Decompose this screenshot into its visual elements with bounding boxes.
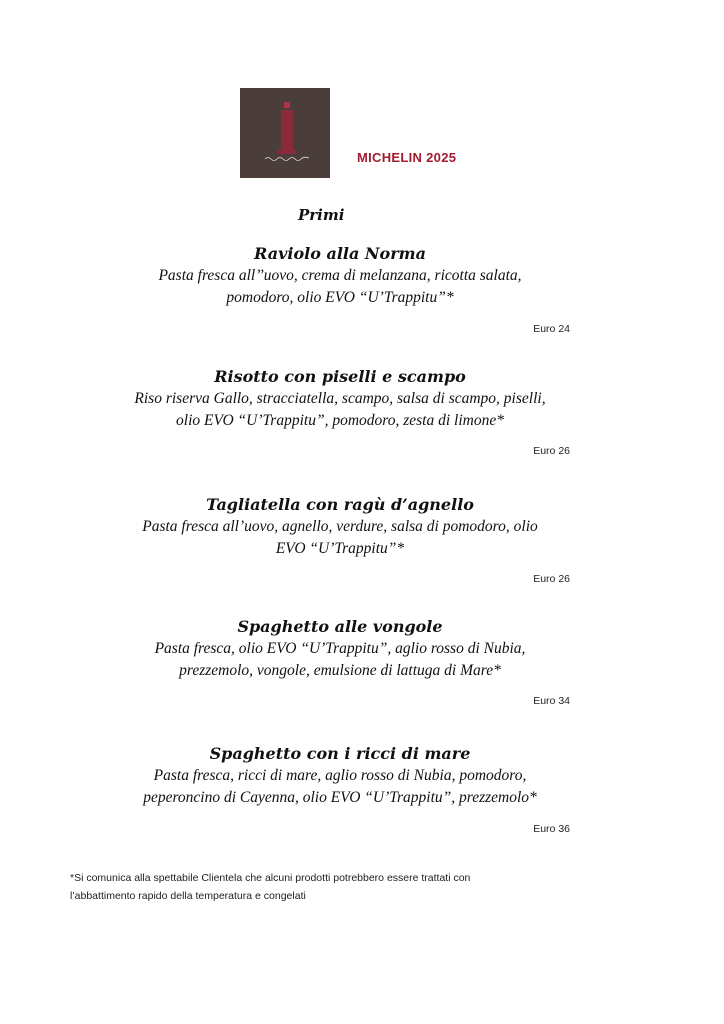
footnote bbox=[70, 869, 590, 905]
dish-description-line: Pasta fresca, ricci di mare, aglio rosso di Nubia, pomodoro, bbox=[153, 767, 527, 784]
footnote-line: l’abbattimento rapido della temperatura e congelati bbox=[70, 890, 306, 902]
dish-description-line: EVO “U’Trappitu”* bbox=[275, 540, 405, 557]
dish-price: Euro 26 bbox=[533, 445, 570, 457]
restaurant-logo bbox=[240, 88, 330, 178]
dish-name: Spaghetto con i ricci di mare bbox=[209, 744, 471, 763]
dish-description-line: Pasta fresca all’’uovo, crema di melanzana, ricotta salata, bbox=[158, 267, 522, 284]
dish-description-line: Pasta fresca, olio EVO “U’Trappitu”, aglio rosso di Nubia, bbox=[154, 640, 526, 657]
michelin-label: MICHELIN 2025 bbox=[357, 150, 457, 165]
section-title: Primi bbox=[298, 206, 345, 224]
dish-price: Euro 24 bbox=[533, 323, 570, 335]
dish-description-line: Pasta fresca all’uovo, agnello, verdure, salsa di pomodoro, olio bbox=[142, 518, 538, 535]
dish-name: Raviolo alla Norma bbox=[254, 244, 426, 263]
dish-description-line: Riso riserva Gallo, stracciatella, scampo, salsa di scampo, piselli, bbox=[134, 390, 546, 407]
dish-name: Spaghetto alle vongole bbox=[237, 617, 443, 636]
dish-item bbox=[100, 366, 580, 432]
dish-description-line: prezzemolo, vongole, emulsione di lattuga di Mare* bbox=[179, 662, 501, 679]
dish-description-line: peperoncino di Cayenna, olio EVO “U’Trappitu”, prezzemolo* bbox=[143, 789, 537, 806]
logo-mark-dot bbox=[284, 102, 290, 108]
dish-item bbox=[100, 243, 580, 309]
logo-mark-base bbox=[278, 150, 296, 154]
dish-price: Euro 26 bbox=[533, 573, 570, 585]
logo-mark-bar bbox=[281, 110, 293, 154]
dish-name: Tagliatella con ragù d’agnello bbox=[206, 495, 474, 514]
dish-description-line: olio EVO “U’Trappitu”, pomodoro, zesta di limone* bbox=[176, 412, 504, 429]
dish-item bbox=[100, 743, 580, 809]
dish-price: Euro 36 bbox=[533, 823, 570, 835]
dish-item bbox=[100, 494, 580, 560]
dish-price: Euro 34 bbox=[533, 695, 570, 707]
dish-description-line: pomodoro, olio EVO “U’Trappitu”* bbox=[226, 289, 454, 306]
dish-item bbox=[100, 616, 580, 682]
footnote-line: *Si comunica alla spettabile Clientela che alcuni prodotti potrebbero essere trattati con bbox=[70, 872, 471, 884]
logo-script-icon bbox=[264, 155, 310, 161]
dish-name: Risotto con piselli e scampo bbox=[214, 367, 466, 386]
